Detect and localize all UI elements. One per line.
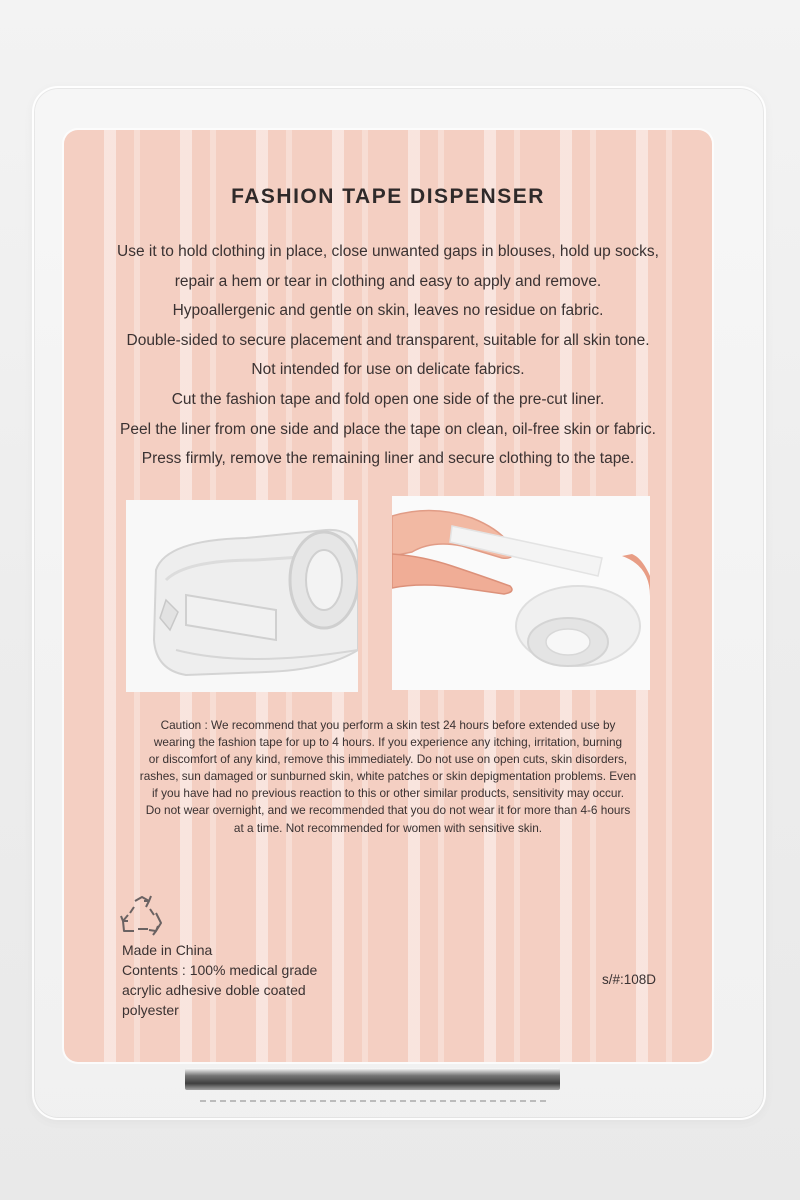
- contents-line: polyester: [122, 1002, 179, 1018]
- contents-line: acrylic adhesive doble coated: [122, 982, 306, 998]
- caution-line: Do not wear overnight, and we recommended that you do not wear it for more than 4-6 hours: [145, 803, 631, 818]
- instruction-line: Peel the liner from one side and place the tape on clean, oil-free skin or fabric.: [120, 420, 656, 438]
- package-card: [64, 130, 712, 1062]
- caution-line: wearing the fashion tape for up to 4 hours. If you experience any itching, irritation, burning: [153, 735, 623, 750]
- caution-line: or discomfort of any kind, remove this immediately. Do not use on open cuts, skin disorders,: [148, 752, 628, 767]
- package-title: FASHION TAPE DISPENSER: [231, 185, 545, 208]
- serial-number: s/#:108D: [602, 972, 657, 987]
- recycle-icon: [120, 895, 164, 937]
- description-line: Use it to hold clothing in place, close unwanted gaps in blouses, hold up socks,: [117, 243, 659, 260]
- hand-tape-illustration: [392, 496, 650, 690]
- description-line: repair a hem or tear in clothing and easy to apply and remove.: [174, 272, 602, 290]
- instructions-block: [84, 385, 692, 474]
- made-in-label: Made in China: [122, 942, 213, 958]
- caution-line: rashes, sun damaged or sunburned skin, white patches or skin depigmentation problems. Even: [139, 769, 637, 784]
- dispenser-photo: [126, 500, 358, 692]
- caution-text: [104, 717, 672, 837]
- caution-line: Caution : We recommend that you perform a skin test 24 hours before extended use by: [160, 718, 616, 732]
- instruction-line: Press firmly, remove the remaining liner and secure clothing to the tape.: [141, 450, 635, 467]
- description-block: [84, 237, 692, 385]
- description-line: Double-sided to secure placement and transparent, suitable for all skin tone.: [126, 331, 650, 349]
- instruction-line: Cut the fashion tape and fold open one side of the pre-cut liner.: [171, 391, 605, 408]
- tray-dashed-edge: [200, 1100, 550, 1102]
- tape-dispenser-illustration: [126, 500, 358, 692]
- dispenser-base-edge: [185, 1068, 560, 1090]
- caution-line: if you have had no previous reaction to this or other similar products, sensitivity may occur.: [151, 786, 625, 801]
- caution-line: at a time. Not recommended for women with sensitive skin.: [233, 820, 543, 835]
- contents-line: Contents : 100% medical grade: [122, 962, 318, 978]
- hand-tape-photo: [392, 496, 650, 690]
- description-line: Hypoallergenic and gentle on skin, leaves no residue on fabric.: [172, 302, 604, 319]
- product-info: [122, 940, 317, 1020]
- description-line: Not intended for use on delicate fabrics.: [251, 361, 525, 378]
